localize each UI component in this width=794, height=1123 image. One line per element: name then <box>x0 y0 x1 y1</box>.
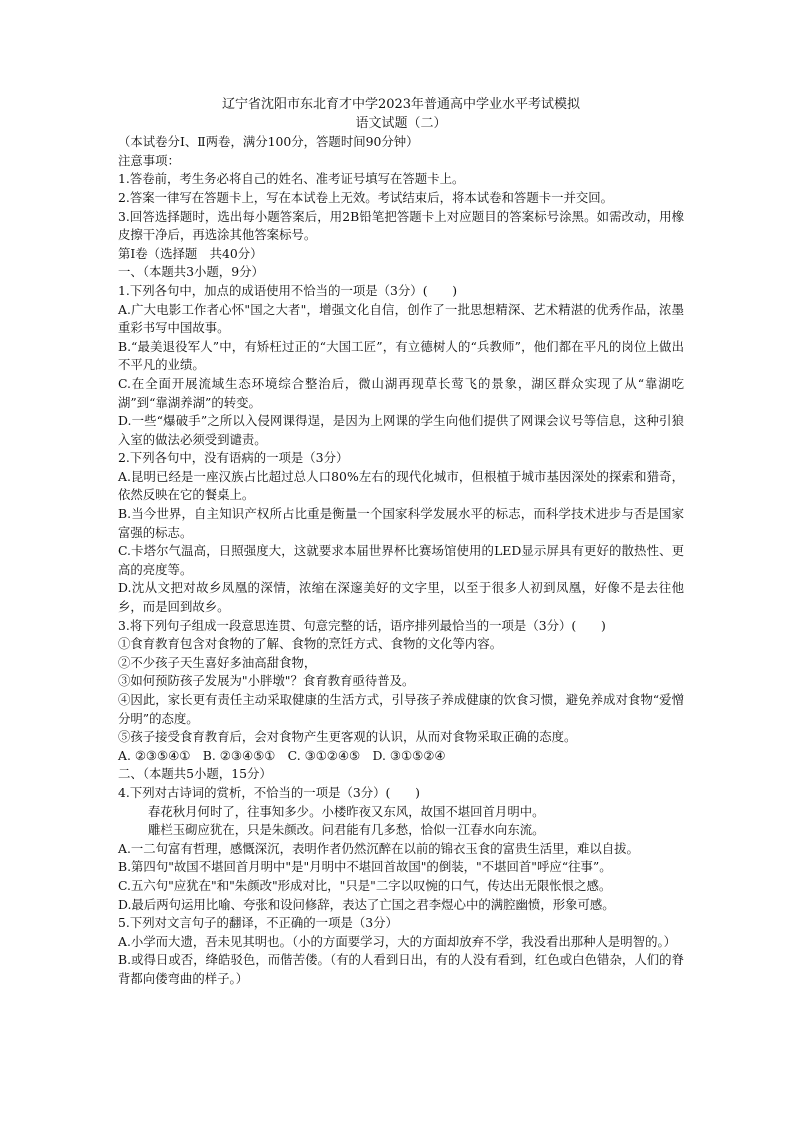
sentence: ③如何预防孩子发展为"小胖墩"？食育教育亟待普及。 <box>118 673 415 689</box>
option: D.一些“爆破手”之所以入侵网课得逞，是因为上网课的学生向他们提供了网课会议号等信息，这种引狼入室的做法必须受到谴责。 <box>118 413 684 447</box>
question-stem: 1.下列各句中，加点的成语使用不恰当的一项是（3分）( ) <box>118 282 458 298</box>
option: A.小学而大遗，吾未见其明也。（小的方面要学习，大的方面却放弃不学，我没看出那种人是明智的。） <box>118 933 677 949</box>
option: D.沈从文把对故乡凤凰的深情，浓缩在深邃美好的文字里，以至于很多人初到凤凰，好像不是去往他乡，而是回到故乡。 <box>118 580 684 615</box>
sentence: ①食育教育包含对食物的了解、食物的烹饪方式、食物的文化等内容。 <box>118 636 503 652</box>
option: B.“最美退役军人”中，有矫枉过正的“大国工匠”，有立德树人的“兵教师”，他们都在平凡的岗位上做出不平凡的业绩。 <box>118 338 684 373</box>
answer-choices: A. ②③⑤④① B. ②③④⑤① C. ③①②④⑤ D. ③①⑤②④ <box>118 747 446 763</box>
option: A.一二句富有哲理，感慨深沉，表明作者仍然沉醉在以前的锦衣玉食的富贵生活里，难以自拔。 <box>118 840 639 856</box>
option: B.或得日或否，绛皓驳色，而偕苦偻。（有的人看到日出，有的人没有看到，红色或白色错杂，人们的脊背都向偻弯曲的样子。） <box>118 952 684 986</box>
notes-heading: 注意事项： <box>118 152 180 168</box>
poem-line: 春花秋月何时了，往事知多少。小楼昨夜又东风，故国不堪回首月明中。 <box>148 803 545 819</box>
note-item: 2.答案一律写在答题卡上，写在本试卷上无效。考试结束后，将本试卷和答题卡一并交回。 <box>118 189 614 205</box>
sentence: ④因此，家长更有责任主动采取健康的生活方式，引导孩子养成健康的饮食习惯，避免养成对食物“爱憎分明”的态度。 <box>118 692 684 726</box>
question-stem: 2.下列各句中，没有语病的一项是（3分） <box>118 450 349 466</box>
poem-line: 雕栏玉砌应犹在，只是朱颜改。问君能有几多愁，恰似一江春水向东流。 <box>148 822 545 838</box>
option: C.五六句"应犹在"和"朱颜改"形成对比，"只是"二字以叹惋的口气，传达出无限怅恨之感。 <box>118 877 612 893</box>
question-stem: 4.下列对古诗词的赏析，不恰当的一项是（3分）( ) <box>118 784 420 800</box>
option: C.卡塔尔气温高，日照强度大，这就要求本届世界杯比赛场馆使用的LED显示屏具有更好的散热性、更高的亮度等。 <box>118 543 684 577</box>
exam-subtitle: 语文试题（二） <box>355 115 447 131</box>
option: A.广大电影工作者心怀"国之大者"，增强文化自信，创作了一批思想精深、艺术精湛的优秀作品，浓墨重彩书写中国故事。 <box>118 301 684 336</box>
exam-page <box>118 94 684 989</box>
section-heading: 二、（本题共5小题，15分） <box>118 766 272 782</box>
question-stem: 5.下列对文言句子的翻译，不正确的一项是（3分） <box>118 915 398 931</box>
sentence: ⑤孩子接受食育教育后，会对食物产生更客观的认识，从而对食物采取正确的态度。 <box>118 729 577 745</box>
exam-info: （本试卷分Ⅰ、Ⅱ两卷，满分100分，答题时间90分钟） <box>118 134 419 150</box>
sentence: ②不少孩子天生喜好多油高甜食物， <box>118 654 317 670</box>
option: B.第四句"故国不堪回首月明中"是"月明中不堪回首故国"的倒装，"不堪回首"呼应“往事”。 <box>118 859 612 875</box>
option: A.昆明已经是一座汉族占比超过总人口80%左右的现代化城市，但根植于城市基因深处的探索和猎奇，依然反映在它的餐桌上。 <box>118 468 684 503</box>
option: C.在全面开展流域生态环境综合整治后，微山湖再现草长莺飞的景象，湖区群众实现了从“靠湖吃湖”到“靠湖养湖”的转变。 <box>118 375 684 410</box>
section-heading: 一、（本题共3小题，9分） <box>118 264 264 280</box>
part1-heading: 第Ⅰ卷（选择题 共40分） <box>118 245 263 261</box>
option: B.当今世界，自主知识产权所占比重是衡量一个国家科学发展水平的标志，而科学技术进步与否是国家富强的标志。 <box>118 506 684 540</box>
question-stem: 3.将下列句子组成一段意思连贯、句意完整的话，语序排列最恰当的一项是（3分）( ) <box>118 617 606 633</box>
note-item: 1.答卷前，考生务必将自己的姓名、准考证号填写在答题卡上。 <box>118 171 465 187</box>
option: D.最后两句运用比喻、夸张和设问修辞，表达了亡国之君李煜心中的满腔幽愤，形象可感。 <box>118 896 615 912</box>
exam-title: 辽宁省沈阳市东北育才中学2023年普通高中学业水平考试模拟 <box>221 97 581 112</box>
note-item: 3.回答选择题时，选出每小题答案后，用2B铅笔把答题卡上对应题目的答案标号涂黑。如需改动，用橡皮擦干净后，再选涂其他答案标号。 <box>118 208 684 243</box>
